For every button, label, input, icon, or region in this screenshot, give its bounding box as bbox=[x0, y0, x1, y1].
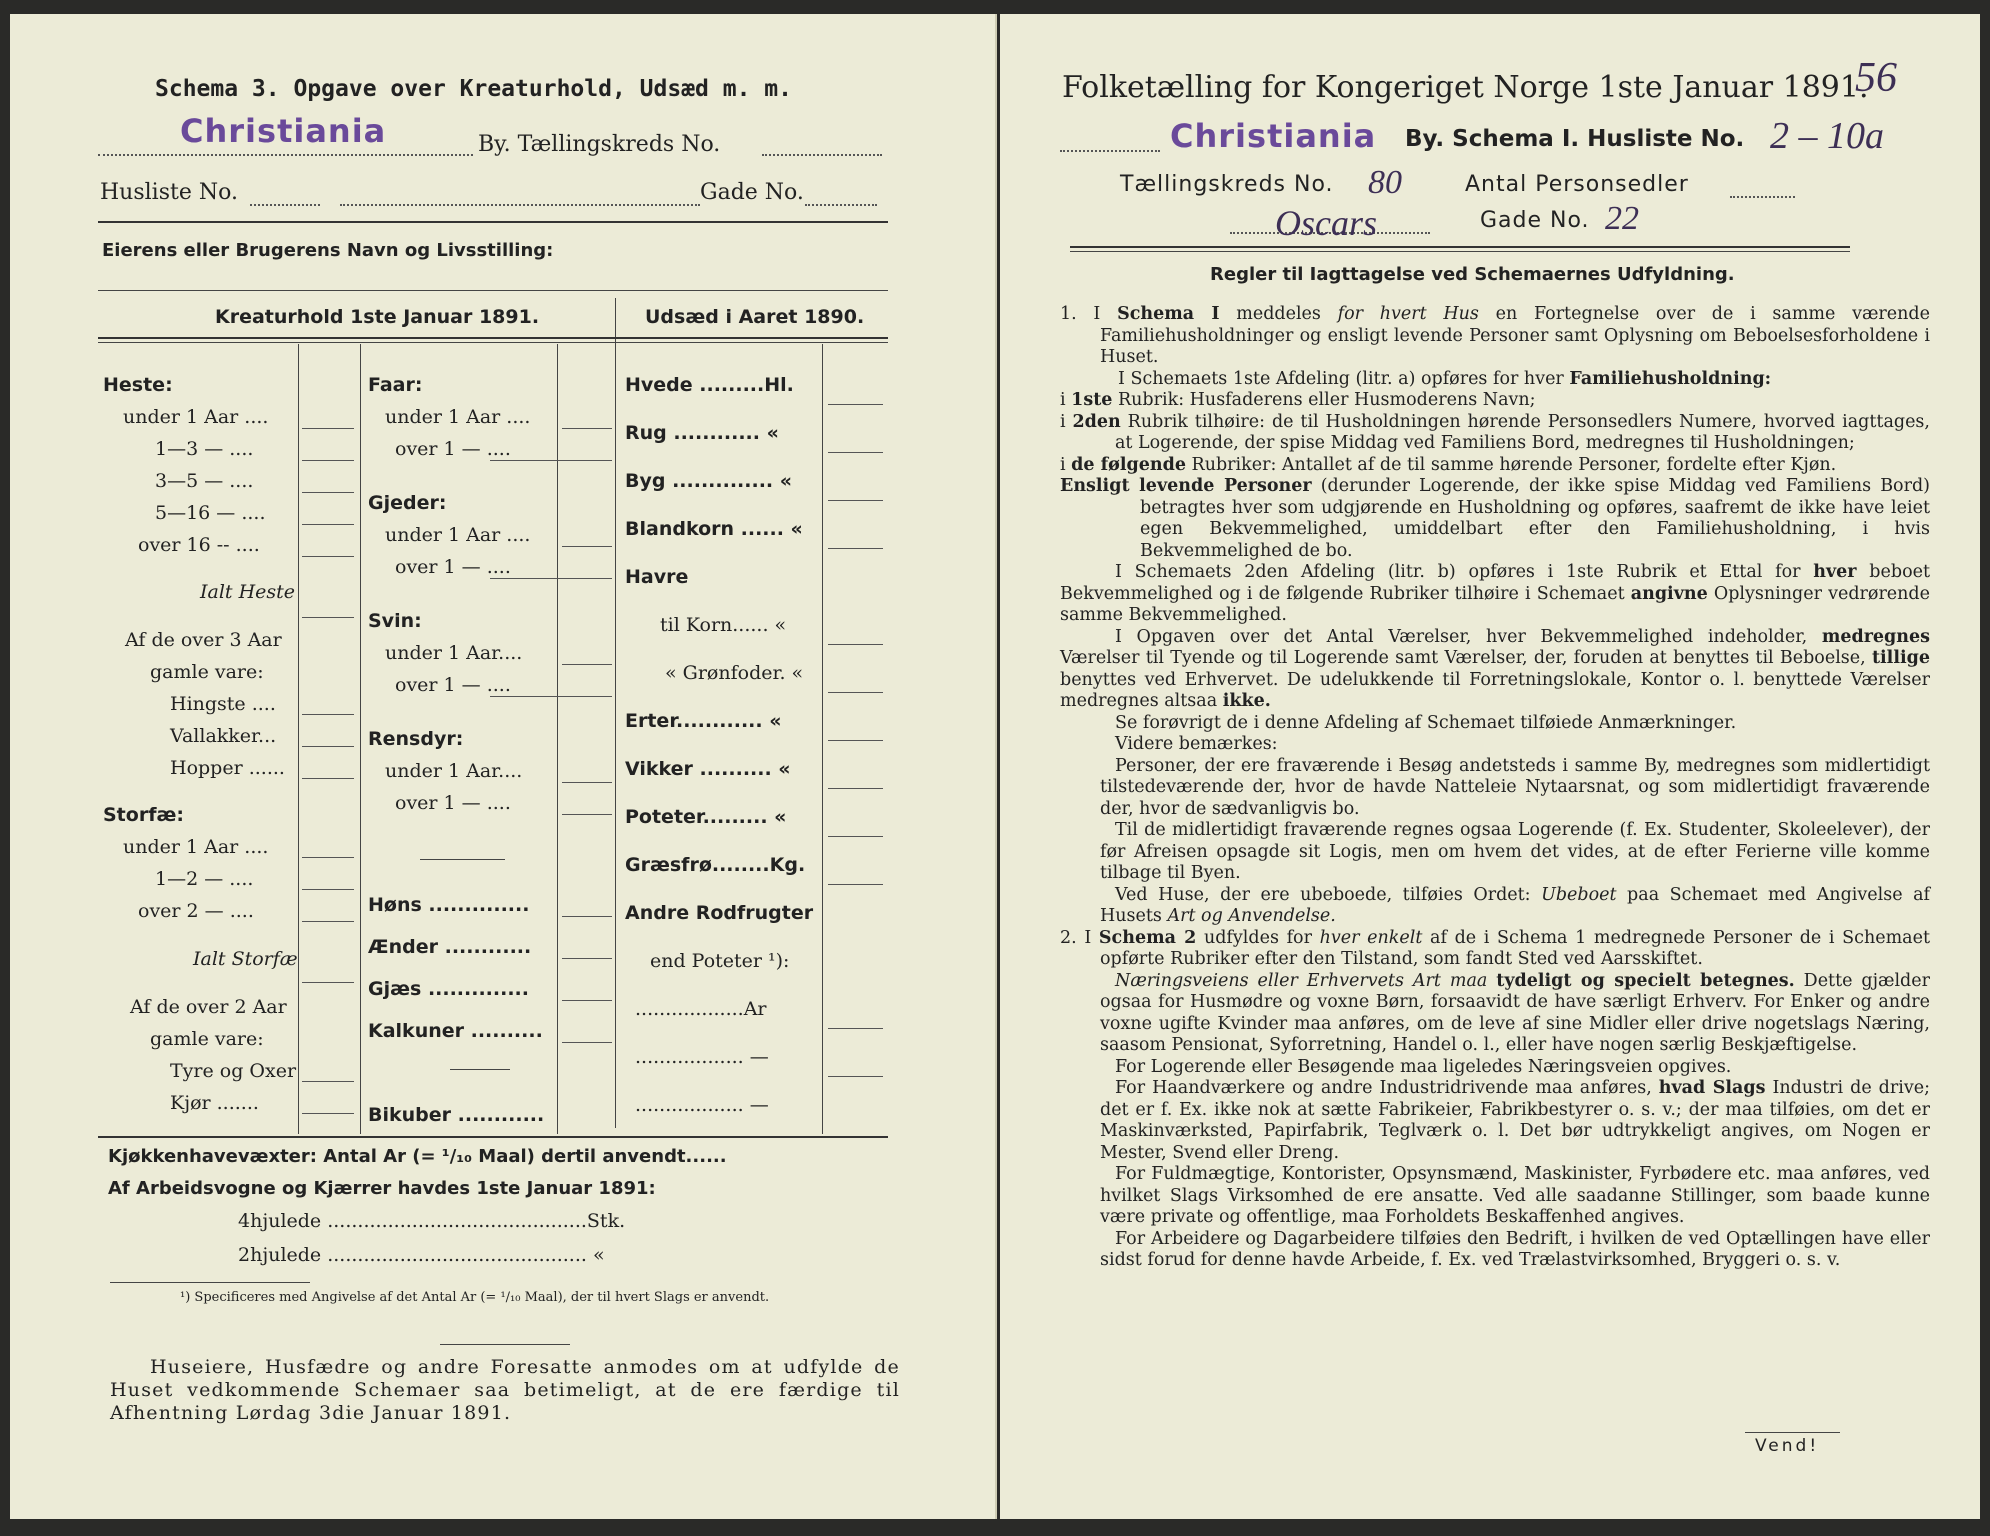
blank bbox=[828, 452, 883, 453]
blank bbox=[828, 500, 883, 501]
storfae-tyre: Tyre og Oxer bbox=[170, 1060, 297, 1082]
husliste-value: 2 – 10a bbox=[1770, 115, 1884, 157]
street-dotted-line bbox=[340, 204, 700, 206]
heste-hopper: Hopper ...... bbox=[170, 757, 285, 779]
blank bbox=[562, 546, 612, 547]
owner-label: Eierens eller Brugerens Navn og Livsstilling: bbox=[102, 240, 554, 261]
heste-title: Heste: bbox=[103, 374, 173, 396]
crop-extra-2: .................. — bbox=[635, 1046, 769, 1068]
blank bbox=[302, 428, 354, 429]
storfae-sub2: gamle vare: bbox=[150, 1028, 264, 1050]
rensdyr-title: Rensdyr: bbox=[368, 728, 464, 750]
crop-havre-gronfoder: « Grønfoder. « bbox=[665, 662, 804, 684]
kreds-dotted-line bbox=[762, 154, 882, 156]
birds-hons: Høns .............. bbox=[368, 894, 530, 916]
blank bbox=[302, 714, 354, 715]
crop-havre-korn: til Korn...... « bbox=[660, 614, 787, 636]
rules-body: 1. I Schema I meddeles for hvert Hus en Fortegnelse over de i samme værende Familiehusholdninger og ensligt levende Personer samt Oplysning om Beboelsesforholdene i Huset. I Schemaets 1ste Afdeling (litr. a) opføres for hver Familiehusholdning: i 1ste Rubrik: Husfaderens eller Husmoderens Navn; i 2den Rubrik tilhøire: de til Husholdningen hørende Personsedlers Numere, hvorved iagttages, at Logerende, der spise Middag ved Familiens Bord, medregnes til Husholdningen; i de følgende Rubriker: Antallet af de til samme hørende Personer, fordelte efter Kjøn. Ensligt levende Personer (derunder Logerende, der ikke spise Middag ved Familiens Bord) betragtes hver som udgjørende en Husholdning og opføres, saafremt de ikke have leiet egen Bekvemmelighed, umiddelbart efter den Familiehusholdning, i hvis Bekvemmelighed de bo. I Schemaets 2den Afdeling (litr. b) opføres i 1ste Rubrik et Ettal for hver beboet Bekvemmelighed og i de følgende Rubriker tilhøire i Schemaet angivne Oplysninger vedrørende samme Bekvemmelighed. I Opgaven over det Antal Værelser, hver Bekvemmelighed indeholder, medregnes Værelser til Tyende og til Logerende samt Værelser, der, foruden at benyttes til Beboelse, tillige benyttes ved Erhvervet. De udelukkende til Forretningslokale, Kontor o. l. benyttede Værelser medregnes altsaa ikke. Se forøvrigt de i denne Afdeling af Schemaet tilføiede Anmærkninger. Videre bemærkes: Personer, der ere fraværende i Besøg andetsteds i samme By, medregnes som midlertidigt tilstedeværende der, hvor de havde Natteleie Nytaarsnat, og som midlertidigt fraværende der, hvor de sædvanligvis bo. Til de midlertidigt fraværende regnes ogsaa Logerende (f. Ex. Studenter, Skoleelever), der før Afreisen opsagde sit Logis, men om hvem det vides, at de efter Ferierne ville komme tilbage til Byen. Ved Huse, der ere ubeboede, tilføies Ordet: Ubeboet paa Schemaet med Angivelse af Husets Art og Anvendelse. 2. I Schema 2 udfyldes for hver enkelt af de i Schema 1 medregnede Personer de i Schemaet opførte Rubriker efter den Tilstand, som fandt Sted ved Aarsskiftet. Næringsveiens eller Erhvervets Art maa tydeligt og specielt betegnes. Dette gjælder ogsaa for Husmødre og voxne Børn, forsaavidt de have særligt Erhverv. For Enker og andre voxne ugifte Kvinder maa anføres, om de leve af sine Midler eller drive nogetslags Næring, saasom Pensionat, Syforretning, Handel o. l., eller have nogen særlig Beskjæftigelse. For Logerende eller Besøgende maa ligeledes Næringsveien opgives. For Haandværkere og andre Industridrivende maa anføres, hvad Slags Industri de drive; det er f. Ex. ikke nok at sætte Fabrikeier, Fabrikbestyrer o. s. v.; der maa tilføies, om det er Maskinværksted, Papirfabrik, Teglværk o. l. Det bør udtrykkeligt angives, om Nogen er Mester, Svend eller Dreng. For Fuldmægtige, Kontorister, Opsynsmænd, Maskinister, Fyrbødere etc. maa anføres, ved hvilket Slags Virksomhed de ere ansatte. Ved alle saadanne Stillinger, som baade kunne være private og offentlige, maa Forholdets Beskaffenhed angives. For Arbeidere og Dagarbeidere tilføies den Bedrift, i hvilken de ved Optællingen have eller sidst forud for denne havde Arbeide, f. Ex. ved Trælastvirksomhed, Bryggeri o. s. v. bbox=[1060, 304, 1930, 1270]
svin-row-1: under 1 Aar.... bbox=[385, 642, 523, 664]
street-value: Oscars bbox=[1275, 203, 1378, 243]
table-bottom-rule bbox=[98, 1136, 888, 1138]
udsaed-divider bbox=[615, 298, 616, 1128]
table-header-rule-2 bbox=[98, 342, 888, 343]
vend-label: Vend! bbox=[1755, 1436, 1820, 1456]
heste-sub2: gamle vare: bbox=[150, 661, 264, 683]
crop-rug: Rug ............ « bbox=[625, 422, 779, 444]
svin-title: Svin: bbox=[368, 610, 422, 632]
heste-row-5: over 16 -- .... bbox=[138, 534, 260, 556]
crop-extra-1: ..................Ar bbox=[635, 998, 767, 1020]
blank bbox=[302, 889, 354, 890]
footnote: ¹) Specificeres med Angivelse af det Antal Ar (= ¹/₁₀ Maal), der til hvert Slags er anvendt. bbox=[180, 1290, 770, 1305]
page-number: 56 bbox=[1855, 55, 1897, 101]
blank bbox=[490, 696, 612, 697]
gjeder-row-2: over 1 — .... bbox=[395, 556, 511, 578]
wagons-line: Af Arbeidsvogne og Kjærrer havdes 1ste Januar 1891: bbox=[108, 1178, 656, 1199]
antal-label: Antal Personsedler bbox=[1465, 172, 1689, 197]
storfae-kjor: Kjør ....... bbox=[170, 1092, 259, 1114]
left-page bbox=[10, 14, 997, 1519]
city-dotted-line bbox=[98, 154, 473, 156]
blank bbox=[562, 782, 612, 783]
blank bbox=[302, 921, 354, 922]
rensdyr-row-2: over 1 — .... bbox=[395, 792, 511, 814]
blank bbox=[302, 492, 354, 493]
faar-row-1: under 1 Aar .... bbox=[385, 406, 531, 428]
blank bbox=[302, 617, 354, 618]
blank bbox=[562, 428, 612, 429]
blank bbox=[562, 1000, 612, 1001]
kreds-label: Tællingskreds No. bbox=[1120, 172, 1334, 197]
blank bbox=[828, 1076, 883, 1077]
blank bbox=[302, 1113, 354, 1114]
footnote-rule bbox=[110, 1282, 310, 1283]
heste-vallakker: Vallakker... bbox=[170, 725, 277, 747]
storfae-row-2: 1—2 — .... bbox=[155, 868, 254, 890]
closing-rule bbox=[440, 1344, 570, 1345]
blank bbox=[562, 664, 612, 665]
heste-row-1: under 1 Aar .... bbox=[123, 406, 269, 428]
short-rule bbox=[420, 859, 505, 860]
blank bbox=[828, 740, 883, 741]
blank bbox=[562, 958, 612, 959]
blank bbox=[828, 548, 883, 549]
gjeder-title: Gjeder: bbox=[368, 492, 447, 514]
antal-dotted-line bbox=[1730, 196, 1795, 198]
heste-row-2: 1—3 — .... bbox=[155, 438, 254, 460]
gjeder-row-1: under 1 Aar .... bbox=[385, 524, 531, 546]
kreaturhold-header: Kreaturhold 1ste Januar 1891. bbox=[215, 306, 540, 328]
crop-end-poteter: end Poteter ¹): bbox=[650, 950, 790, 972]
blank bbox=[828, 404, 883, 405]
storfae-row-1: under 1 Aar .... bbox=[123, 836, 269, 858]
kreds-value: 80 bbox=[1368, 164, 1402, 201]
faar-row-2: over 1 — .... bbox=[395, 438, 511, 460]
blank bbox=[490, 460, 612, 461]
rensdyr-row-1: under 1 Aar.... bbox=[385, 760, 523, 782]
col-divider-4 bbox=[822, 344, 823, 1134]
husliste-dotted-line bbox=[250, 204, 320, 206]
blank bbox=[828, 644, 883, 645]
storfae-row-3: over 2 — .... bbox=[138, 900, 254, 922]
heste-row-3: 3—5 — .... bbox=[155, 470, 254, 492]
heste-total: Ialt Heste bbox=[200, 581, 296, 603]
storfae-title: Storfæ: bbox=[103, 804, 184, 826]
crop-blandkorn: Blandkorn ...... « bbox=[625, 518, 803, 540]
header-rule-2 bbox=[1070, 251, 1850, 252]
blank bbox=[302, 778, 354, 779]
short-rule bbox=[450, 1069, 510, 1070]
gade-dotted-line bbox=[805, 204, 877, 206]
col-divider-3 bbox=[557, 344, 558, 1134]
blank bbox=[302, 460, 354, 461]
table-header-rule bbox=[98, 337, 888, 339]
storfae-total: Ialt Storfæ bbox=[193, 948, 298, 970]
gade-label: Gade No. bbox=[700, 180, 804, 205]
kitchen-line: Kjøkkenhavevæxter: Antal Ar (= ¹/₁₀ Maal) dertil anvendt...... bbox=[108, 1146, 727, 1167]
crop-havre: Havre bbox=[625, 566, 689, 588]
heste-hingste: Hingste .... bbox=[170, 693, 276, 715]
vend-rule bbox=[1745, 1432, 1840, 1433]
crop-hvede: Hvede .........Hl. bbox=[625, 374, 794, 396]
census-title: Folketælling for Kongeriget Norge 1ste Januar 1891. bbox=[1062, 70, 1869, 105]
blank bbox=[302, 1081, 354, 1082]
wagon-2hjulede: 2hjulede ........................................... « bbox=[238, 1244, 605, 1266]
rules-title: Regler til Iagttagelse ved Schemaernes Udfyldning. bbox=[1210, 264, 1735, 285]
gade-label-right: Gade No. bbox=[1480, 208, 1590, 233]
svin-row-2: over 1 — .... bbox=[395, 674, 511, 696]
blank bbox=[302, 746, 354, 747]
wagon-4hjulede: 4hjulede ...........................................Stk. bbox=[238, 1210, 626, 1232]
closing-notice: Huseiere, Husfædre og andre Foresatte anmodes om at udfylde de Huset vedkommende Schemaer saa betimeligt, at de ere færdige til Afhentning Lørdag 3die Januar 1891. bbox=[110, 1356, 900, 1424]
blank bbox=[828, 788, 883, 789]
crop-extra-3: .................. — bbox=[635, 1094, 769, 1116]
blank bbox=[828, 836, 883, 837]
birds-aender: Ænder ............ bbox=[368, 936, 532, 958]
faar-title: Faar: bbox=[368, 374, 423, 396]
col-divider-1 bbox=[298, 344, 299, 1134]
gade-value: 22 bbox=[1605, 200, 1639, 237]
heste-row-4: 5—16 — .... bbox=[155, 502, 266, 524]
crop-vikker: Vikker .......... « bbox=[625, 758, 791, 780]
by-label: By. Tællingskreds No. bbox=[478, 132, 721, 157]
heste-sub: Af de over 3 Aar bbox=[125, 629, 282, 651]
blank bbox=[562, 1042, 612, 1043]
blank bbox=[828, 692, 883, 693]
schema3-title: Schema 3. Opgave over Kreaturhold, Udsæd m. m. bbox=[155, 76, 792, 102]
blank bbox=[490, 578, 612, 579]
birds-bikuber: Bikuber ............ bbox=[368, 1104, 545, 1126]
blank bbox=[562, 916, 612, 917]
birds-kalkuner: Kalkuner .......... bbox=[368, 1020, 543, 1042]
husliste-label: Husliste No. bbox=[100, 180, 238, 205]
udsaed-header: Udsæd i Aaret 1890. bbox=[645, 306, 865, 328]
blank bbox=[828, 1028, 883, 1029]
blank bbox=[302, 982, 354, 983]
crop-erter: Erter............ « bbox=[625, 710, 782, 732]
blank bbox=[562, 814, 612, 815]
owner-rule bbox=[98, 290, 888, 291]
city-dotted-line bbox=[1060, 150, 1160, 152]
storfae-sub: Af de over 2 Aar bbox=[130, 996, 287, 1018]
crop-byg: Byg .............. « bbox=[625, 470, 793, 492]
right-page bbox=[1000, 14, 1980, 1519]
city-stamp-right: Christiania bbox=[1170, 117, 1377, 155]
blank bbox=[302, 857, 354, 858]
header-rule bbox=[1070, 246, 1850, 248]
city-stamp: Christiania bbox=[180, 112, 387, 150]
crop-andre: Andre Rodfrugter bbox=[625, 902, 814, 924]
crop-graesfro: Græsfrø........Kg. bbox=[625, 854, 806, 876]
blank bbox=[302, 556, 354, 557]
blank bbox=[828, 884, 883, 885]
crop-poteter: Poteter......... « bbox=[625, 806, 787, 828]
col-divider-2 bbox=[360, 344, 361, 1134]
birds-gjaes: Gjæs .............. bbox=[368, 978, 529, 1000]
by-schema-label: By. Schema I. Husliste No. bbox=[1405, 126, 1745, 152]
blank bbox=[302, 524, 354, 525]
header-rule bbox=[98, 221, 888, 223]
